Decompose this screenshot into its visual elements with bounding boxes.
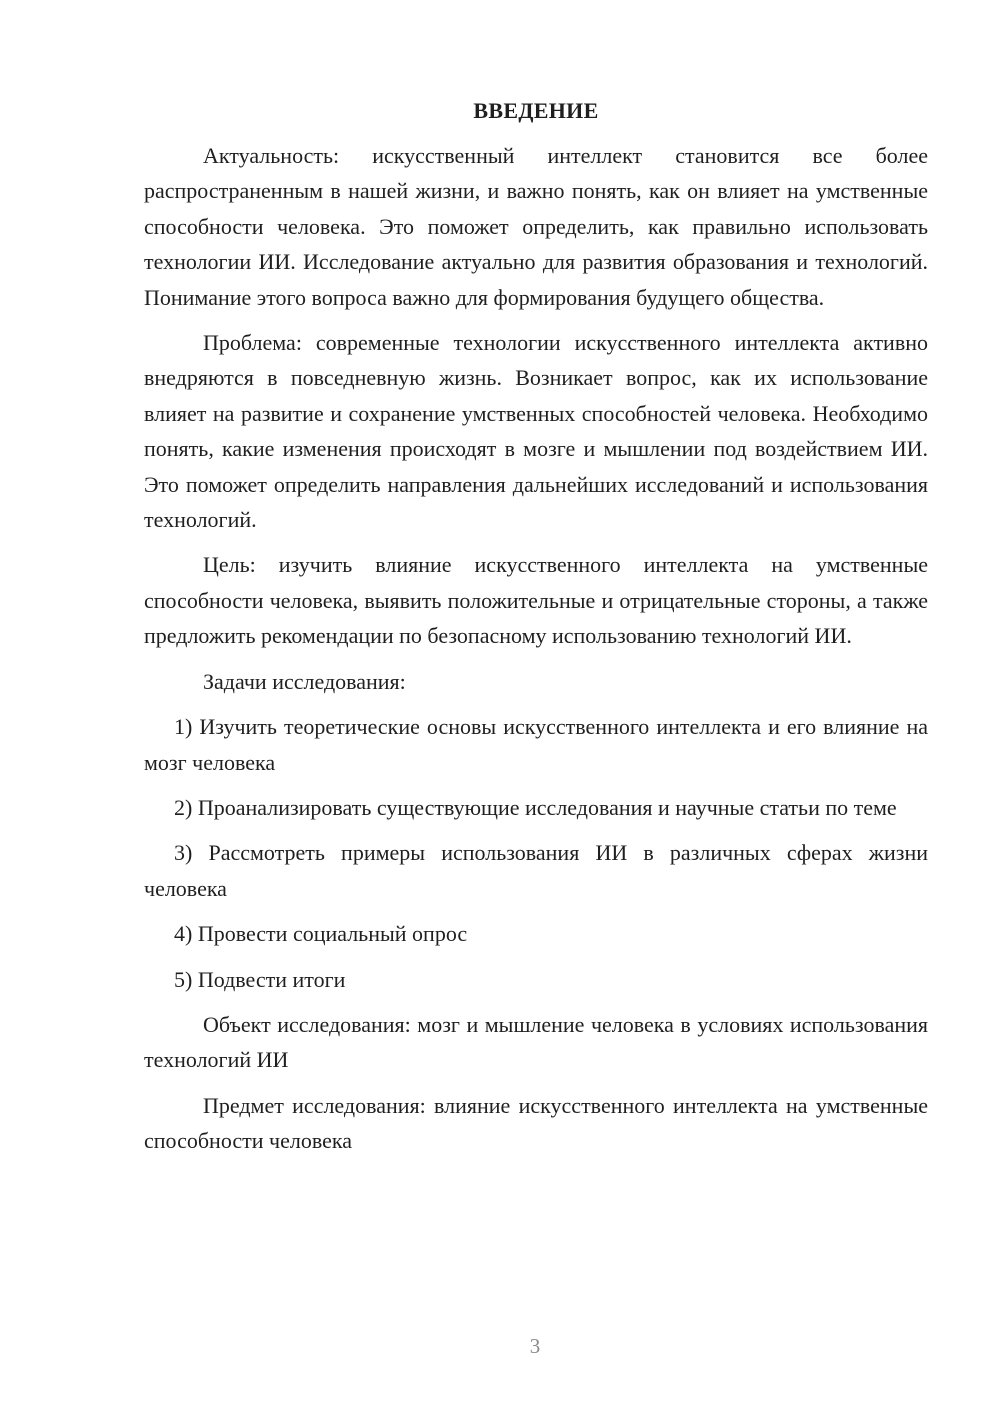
task-item-2: 2) Проанализировать существующие исследования и научные статьи по теме: [174, 794, 897, 820]
task-item-4: 4) Провести социальный опрос: [174, 921, 468, 947]
task-item-5: 5) Подвести итоги: [174, 966, 346, 992]
goal-paragraph: Цель: изучить влияние искусственного интеллекта на умственные способности человека, выявить положительные и отрицательные стороны, а также предложить рекомендации по безопасному использованию технологий ИИ.: [144, 552, 928, 649]
page-content: [144, 94, 928, 1159]
object-paragraph: Объект исследования: мозг и мышление человека в условиях использования технологий ИИ: [144, 1011, 928, 1073]
task-item-3: 3) Рассмотреть примеры использования ИИ в различных сферах жизни человека: [144, 840, 928, 901]
problem-paragraph: Проблема: современные технологии искусственного интеллекта активно внедряются в повседневную жизнь. Возникает вопрос, как их использование влияет на развитие и сохранение умственных способностей человека. Необходимо понять, какие изменения происходят в мозге и мышлении под воздействием ИИ. Это поможет определить направления дальнейших исследований и использования технологий.: [144, 330, 928, 533]
task-item-1: 1) Изучить теоретические основы искусственного интеллекта и его влияние на мозг человека: [144, 714, 928, 775]
relevance-paragraph: Актуальность: искусственный интеллект становится все более распространенным в нашей жизни, и важно понять, как он влияет на умственные способности человека. Это поможет определить, как правильно использовать технологии ИИ. Исследование актуально для развития образования и технологий. Понимание этого вопроса важно для формирования будущего общества.: [144, 143, 928, 310]
subject-paragraph: Предмет исследования: влияние искусственного интеллекта на умственные способности человека: [144, 1092, 928, 1154]
tasks-heading: Задачи исследования:: [203, 668, 406, 694]
page-number: 3: [529, 1334, 541, 1358]
section-heading: ВВЕДЕНИЕ: [473, 98, 599, 123]
